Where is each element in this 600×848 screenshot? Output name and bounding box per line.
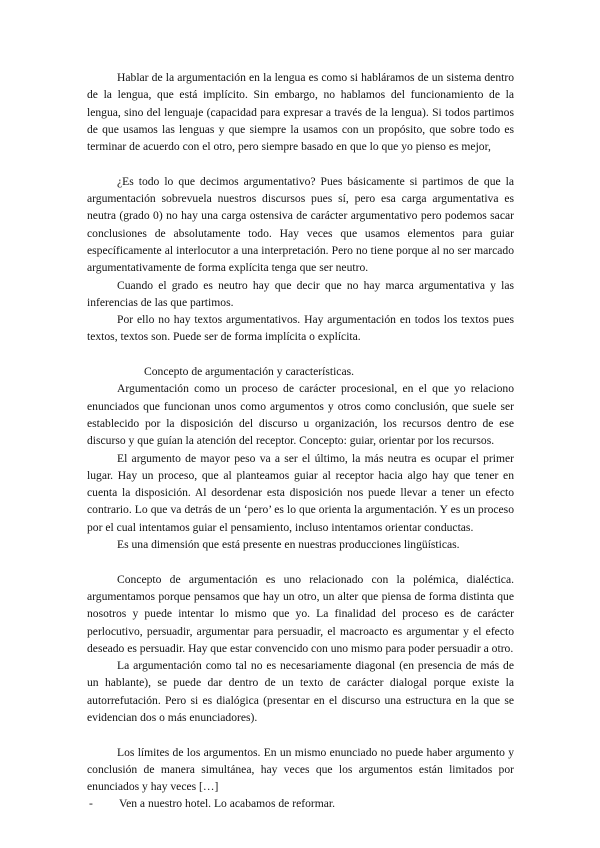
section-heading: Concepto de argumentación y características. bbox=[144, 365, 354, 379]
document-body bbox=[87, 69, 514, 813]
list-item bbox=[87, 795, 514, 812]
paragraph: Concepto de argumentación es uno relacionado con la polémica, dialéctica. argumentamos porque pensamos que hay un otro, un alter que piensa de forma distinta que nosotros y puede intentar lo mismo que yo. La finalidad del proceso es de carácter perlocutivo, persuadir, argumentar para persuadir, el macroacto es argumentar y el efecto deseado es persuadir. Hay que estar convencido con uno mismo para poder persuadir a otro. bbox=[87, 572, 514, 655]
bullet-marker: - bbox=[89, 797, 93, 811]
paragraph: El argumento de mayor peso va a ser el último, la más neutra es ocupar el primer lugar. Hay un proceso, que al planteamos guiar al receptor hacia algo hay que tener en cuenta la disposición. Al desordenar esta disposición nos puede llevar a tener un efecto contrario. Lo que va detrás de un ‘pero’ es lo que orienta la argumentación. Y es un proceso por el cual intentamos guiar el pensamiento, incluso intentamos orientar conductas. bbox=[87, 451, 514, 534]
paragraph: Por ello no hay textos argumentativos. Hay argumentación en todos los textos pues textos, textos son. Puede ser de forma implícita o explícita. bbox=[87, 313, 514, 344]
paragraph: ¿Es todo lo que decimos argumentativo? Pues básicamente si partimos de que la argumentación sobrevuela nuestros discursos pues sí, pero esa carga argumentativa es neutra (grado 0) no hay una carga ostensiva de carácter argumentativo pero podemos sacar conclusiones de absolutamente todo. Hay veces que usamos elementos para guiar específicamente al interlocutor a una interpretación. Pero no tiene porque al no ser marcado argumentativamente de forma explícita tenga que ser neutro. bbox=[87, 174, 514, 275]
paragraph: Los límites de los argumentos. En un mismo enunciado no puede haber argumento y conclusión de manera simultánea, hay veces que los argumentos están limitados por enunciados y hay veces […] bbox=[87, 745, 514, 794]
paragraph: Hablar de la argumentación en la lengua es como si habláramos de un sistema dentro de la lengua, que está implícito. Sin embargo, no hablamos del funcionamiento de la lengua, sino del lenguaje (capacidad para expresar a través de la lengua). Si todos partimos de que usamos las lenguas y que siempre la usamos con un propósito, que sobre todo es terminar de acuerdo con el otro, pero siempre basado en que lo que yo pienso es mejor, bbox=[87, 71, 514, 154]
paragraph: Cuando el grado es neutro hay que decir que no hay marca argumentativa y las inferencias de las que partimos. bbox=[87, 278, 514, 309]
list-item-text: Ven a nuestro hotel. Lo acabamos de reformar. bbox=[119, 797, 336, 811]
paragraph: Argumentación como un proceso de carácter procesional, en el que yo relaciono enunciados que funcionan unos como argumentos y otros como conclusión, que suele ser establecido por la disposición del discurso u organización, los recursos dentro de ese discurso y que guían la atención del receptor. Concepto: guiar, orientar por los recursos. bbox=[87, 382, 514, 448]
paragraph: La argumentación como tal no es necesariamente diagonal (en presencia de más de un hablante), se puede dar dentro de un texto de carácter dialogal porque existe la autorrefutación. Pero si es dialógica (presentar en el discurso una estructura en la que se evidencian dos o más enunciadores). bbox=[87, 659, 514, 724]
paragraph: Es una dimensión que está presente en nuestras producciones lingüísticas. bbox=[117, 538, 460, 552]
